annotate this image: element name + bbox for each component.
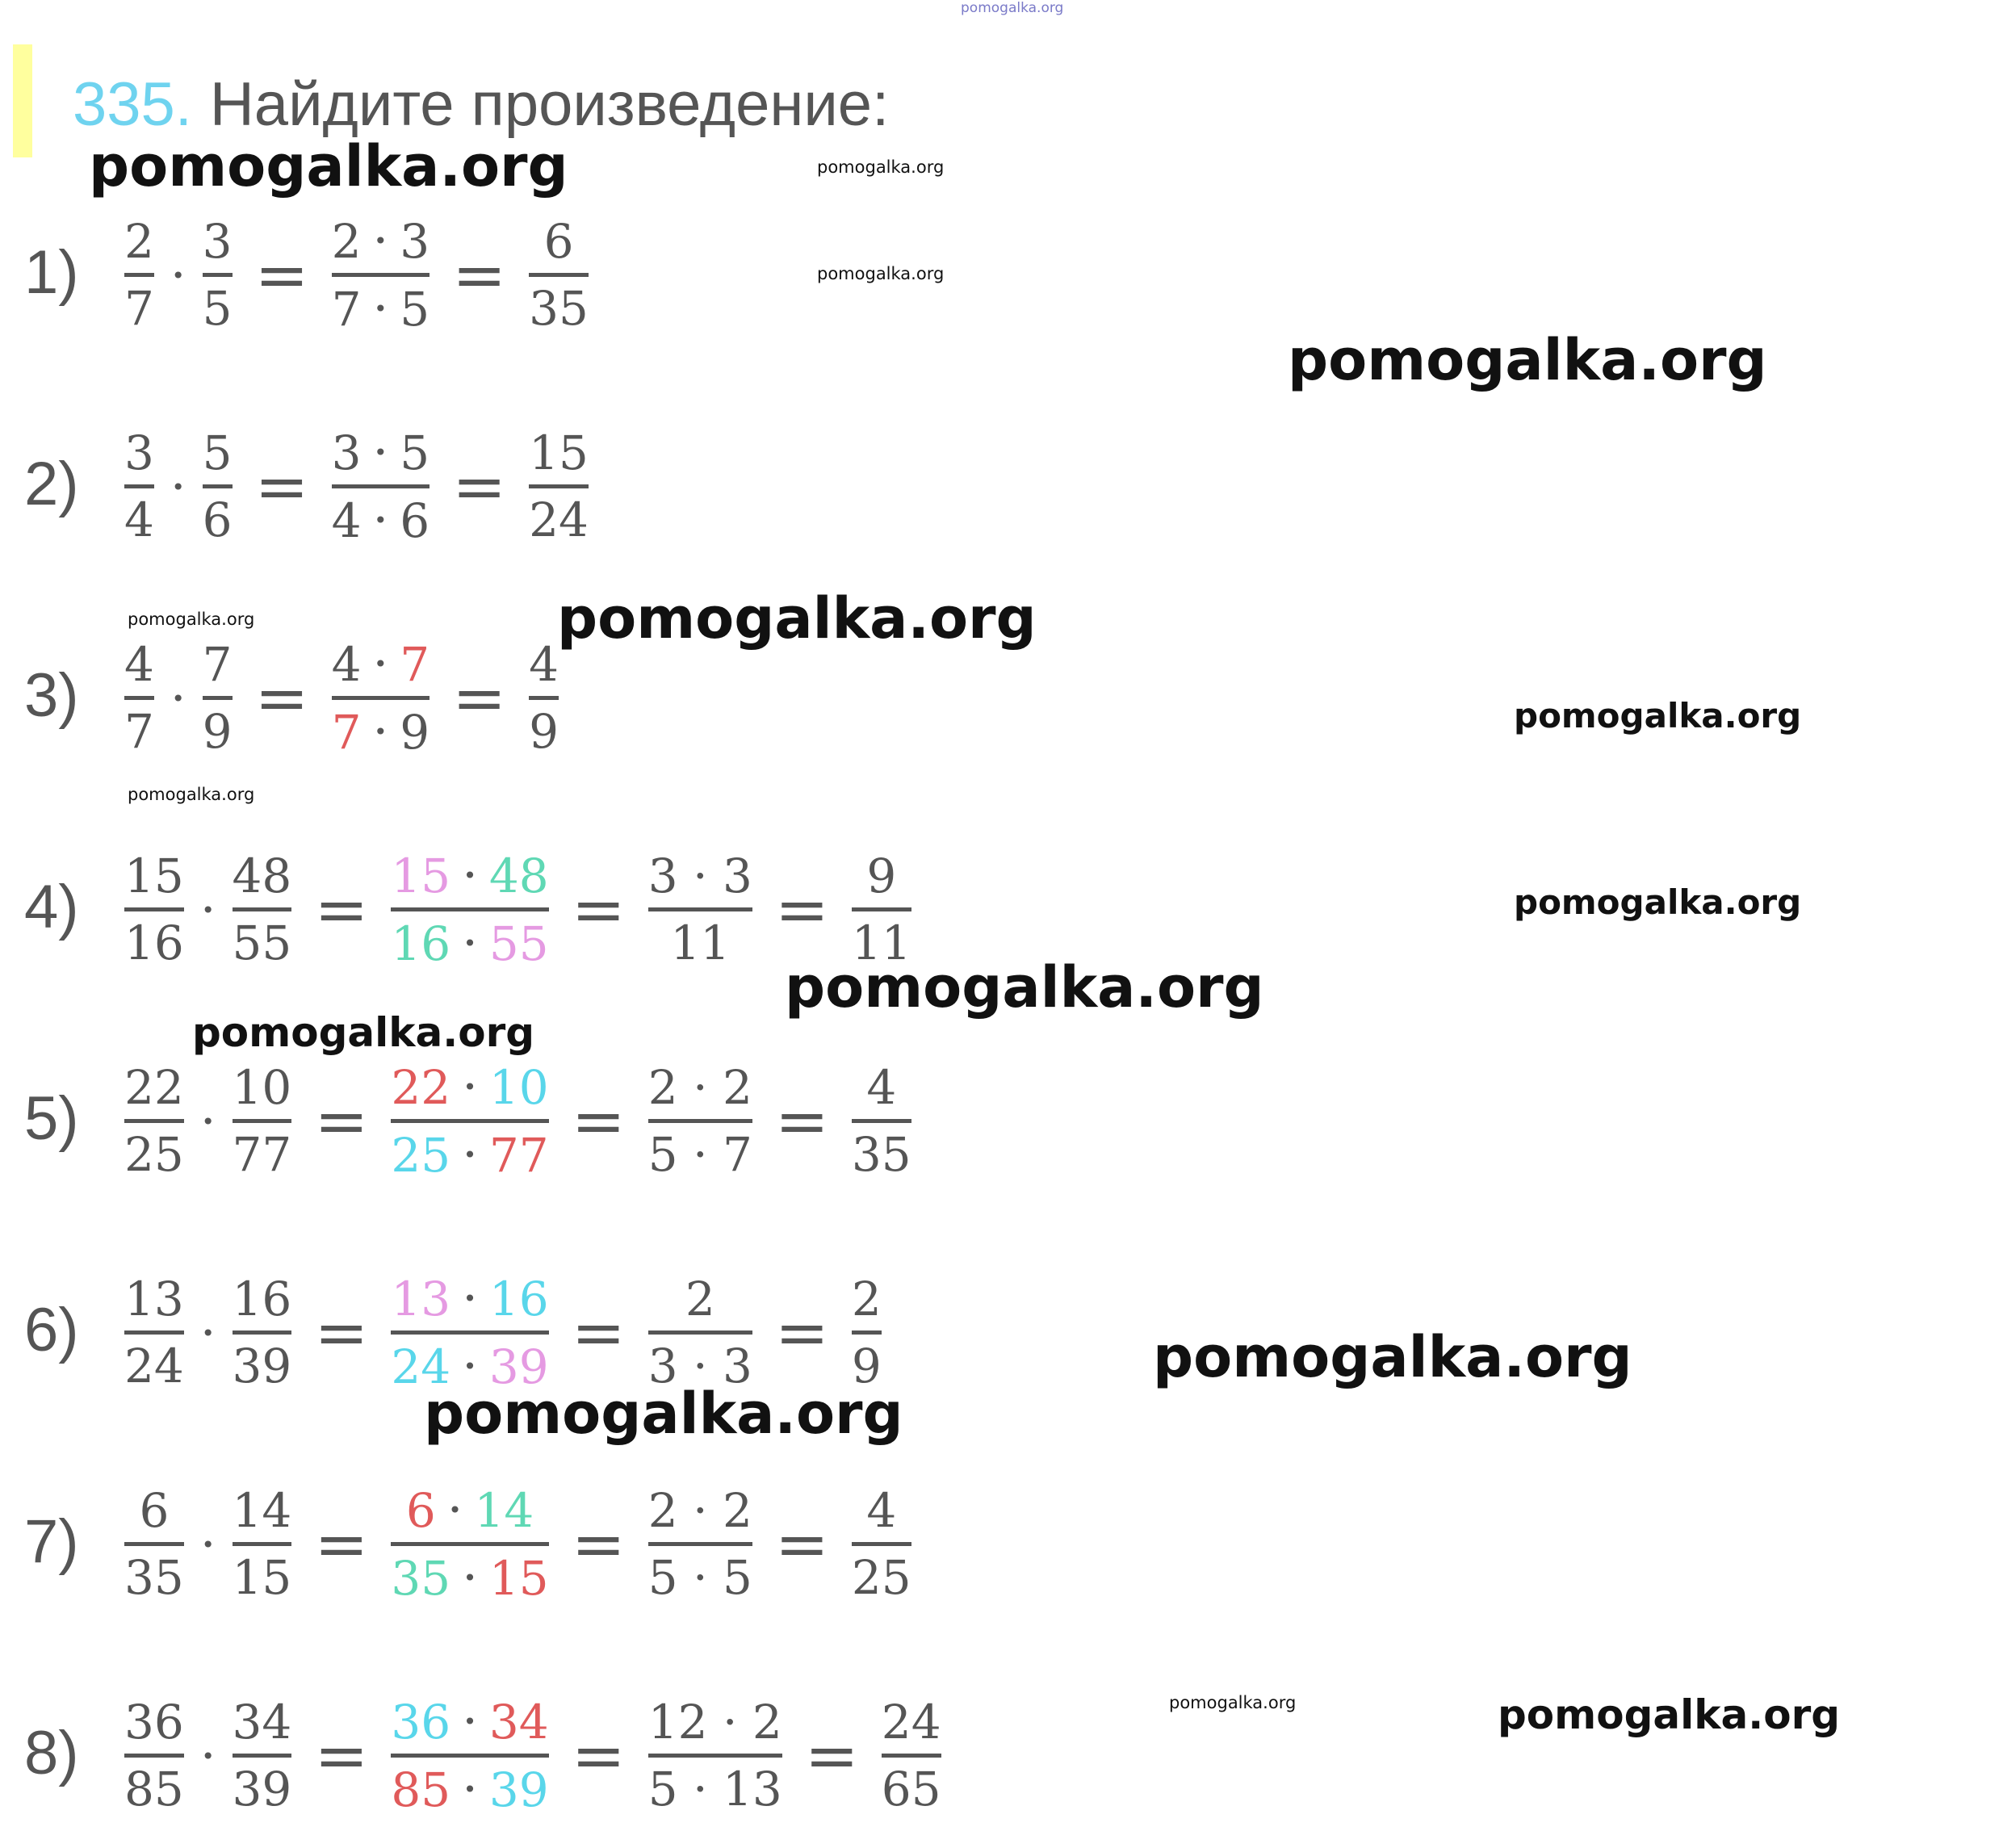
- denominator: 35: [529, 280, 589, 336]
- denominator: 24: [529, 492, 589, 547]
- equals-sign: =: [254, 237, 309, 312]
- numerator: 6: [139, 1482, 170, 1538]
- factor: 16: [488, 1271, 549, 1326]
- fraction-b: [228, 1691, 297, 1821]
- denominator: 6: [202, 492, 233, 547]
- numerator: 12 · 2: [647, 1694, 782, 1750]
- reduced-fraction: [643, 1691, 787, 1821]
- multiply-dot: ·: [199, 1725, 216, 1785]
- numerator: 16: [232, 1271, 292, 1326]
- denominator: 39: [232, 1338, 292, 1393]
- problem-row: [0, 393, 1050, 579]
- denominator: 9: [851, 1338, 882, 1393]
- multiply-dot: ·: [462, 1124, 478, 1184]
- product-fraction: [386, 1267, 553, 1398]
- fraction-b: [228, 844, 297, 974]
- denominator: [332, 700, 430, 764]
- equals-sign: =: [774, 1506, 829, 1582]
- denominator: 25: [124, 1126, 184, 1182]
- problem-row: [0, 1451, 1050, 1636]
- factor: 7: [331, 281, 362, 337]
- factor: 7: [331, 704, 362, 760]
- equation: [119, 605, 564, 790]
- denominator: [391, 1123, 548, 1187]
- multiply-dot: ·: [372, 278, 389, 337]
- watermark: pomogalka.org: [89, 133, 568, 199]
- equation: [119, 1451, 916, 1636]
- accent-bar: [13, 44, 32, 157]
- factor: 34: [488, 1694, 549, 1750]
- denominator: [391, 911, 548, 975]
- factor: 3: [400, 213, 430, 269]
- factor: 4: [331, 636, 362, 692]
- equation: [119, 1662, 946, 1848]
- fraction-b: [198, 210, 237, 340]
- factor: 3: [331, 425, 362, 480]
- denominator: 55: [232, 915, 292, 970]
- numerator: [391, 844, 548, 907]
- problem-number: 7): [24, 1507, 79, 1576]
- multiply-dot: ·: [372, 633, 389, 693]
- problem-number: 2): [24, 450, 79, 518]
- denominator: 35: [124, 1549, 184, 1605]
- numerator: 3: [202, 213, 233, 269]
- result-fraction: [524, 421, 593, 551]
- multiply-dot: ·: [372, 701, 389, 761]
- equals-sign: =: [314, 1506, 369, 1582]
- problem-number: 5): [24, 1084, 79, 1153]
- numerator: [391, 1690, 548, 1754]
- numerator: 6: [543, 213, 574, 269]
- denominator: [391, 1546, 548, 1610]
- watermark: pomogalka.org: [1498, 1691, 1841, 1738]
- denominator: 5 · 7: [647, 1126, 752, 1182]
- denominator: 5 · 13: [647, 1761, 782, 1817]
- watermark: pomogalka.org: [1153, 1324, 1632, 1390]
- watermark: pomogalka.org: [557, 585, 1037, 652]
- denominator: 3 · 3: [647, 1338, 752, 1393]
- watermark: pomogalka.org: [128, 785, 255, 804]
- exercise-title: Найдите произведение:: [209, 70, 890, 139]
- factor: 39: [488, 1339, 549, 1394]
- result-fraction: [847, 1268, 886, 1398]
- denominator: 77: [232, 1126, 292, 1182]
- denominator: 85: [124, 1761, 184, 1817]
- factor: 39: [488, 1762, 549, 1817]
- equals-sign: =: [774, 871, 829, 947]
- equals-sign: =: [804, 1717, 859, 1793]
- equals-sign: =: [571, 871, 626, 947]
- multiply-dot: ·: [199, 1091, 216, 1150]
- denominator: 11: [851, 915, 911, 970]
- reduced-fraction: [643, 1479, 757, 1609]
- multiply-dot: ·: [170, 668, 186, 727]
- numerator: [391, 1267, 548, 1330]
- equals-sign: =: [452, 660, 507, 735]
- watermark: pomogalka.org: [128, 610, 255, 629]
- factor: 6: [405, 1482, 436, 1538]
- factor: 15: [488, 1550, 549, 1606]
- numerator: 22: [124, 1059, 184, 1115]
- equals-sign: =: [314, 871, 369, 947]
- watermark: pomogalka.org: [817, 157, 945, 177]
- equals-sign: =: [774, 1083, 829, 1159]
- equals-sign: =: [571, 1083, 626, 1159]
- fraction-b: [228, 1056, 297, 1186]
- denominator: 9: [202, 703, 233, 759]
- problem-number: 4): [24, 873, 79, 941]
- product-fraction: [327, 421, 435, 552]
- fraction-b: [228, 1479, 297, 1609]
- denominator: 65: [881, 1761, 941, 1817]
- factor: 77: [488, 1127, 549, 1183]
- reduced-fraction: [643, 1056, 757, 1186]
- product-fraction: [386, 1055, 553, 1187]
- numerator: 3: [124, 425, 154, 480]
- denominator: 25: [851, 1549, 911, 1605]
- reduced-fraction: [643, 1268, 757, 1398]
- factor: 14: [474, 1482, 534, 1538]
- problem-number: 3): [24, 661, 79, 730]
- watermark: pomogalka.org: [785, 954, 1264, 1020]
- fraction-a: [119, 1056, 189, 1186]
- denominator: 5: [202, 280, 233, 336]
- numerator: 24: [881, 1694, 941, 1750]
- product-fraction: [386, 844, 553, 975]
- numerator: 48: [232, 848, 292, 903]
- numerator: 7: [202, 636, 233, 692]
- denominator: 39: [232, 1761, 292, 1817]
- equation: [119, 393, 593, 579]
- denominator: 11: [670, 915, 731, 970]
- fraction-a: [119, 210, 159, 340]
- denominator: 7: [124, 703, 154, 759]
- numerator: 15: [124, 848, 184, 903]
- equals-sign: =: [314, 1083, 369, 1159]
- numerator: 4: [124, 636, 154, 692]
- numerator: 4: [529, 636, 559, 692]
- multiply-dot: ·: [462, 1691, 478, 1750]
- numerator: 2: [685, 1271, 715, 1326]
- watermark: pomogalka.org: [961, 0, 1064, 16]
- denominator: 24: [124, 1338, 184, 1393]
- problem-number: 8): [24, 1719, 79, 1787]
- equals-sign: =: [571, 1294, 626, 1370]
- numerator: 5: [202, 425, 233, 480]
- numerator: [332, 209, 430, 273]
- denominator: 4: [124, 492, 154, 547]
- watermark: pomogalka.org: [1288, 327, 1767, 393]
- denominator: 35: [851, 1126, 911, 1182]
- multiply-dot: ·: [462, 1547, 478, 1607]
- multiply-dot: ·: [372, 489, 389, 549]
- factor: 5: [400, 281, 430, 337]
- numerator: 10: [232, 1059, 292, 1115]
- numerator: 9: [866, 848, 897, 903]
- numerator: 34: [232, 1694, 292, 1750]
- equals-sign: =: [452, 448, 507, 524]
- denominator: 7: [124, 280, 154, 336]
- numerator: [332, 632, 430, 696]
- denominator: 16: [124, 915, 184, 970]
- factor: 4: [331, 492, 362, 548]
- equals-sign: =: [452, 237, 507, 312]
- factor: 55: [488, 916, 549, 971]
- fraction-b: [198, 633, 237, 763]
- numerator: 15: [529, 425, 589, 480]
- product-fraction: [386, 1478, 553, 1610]
- numerator: [332, 421, 430, 484]
- watermark: pomogalka.org: [1169, 1693, 1297, 1712]
- factor: 5: [400, 425, 430, 480]
- equals-sign: =: [314, 1717, 369, 1793]
- multiply-dot: ·: [170, 456, 186, 516]
- numerator: 14: [232, 1482, 292, 1538]
- numerator: 3 · 3: [647, 848, 752, 903]
- product-fraction: [386, 1690, 553, 1821]
- factor: 15: [391, 848, 451, 903]
- fraction-a: [119, 633, 159, 763]
- equals-sign: =: [314, 1294, 369, 1370]
- result-fraction: [847, 1479, 916, 1609]
- problem-number: 1): [24, 238, 79, 307]
- watermark: pomogalka.org: [1514, 882, 1802, 922]
- denominator: [332, 488, 430, 552]
- numerator: 2 · 2: [647, 1482, 752, 1538]
- factor: 35: [391, 1550, 451, 1606]
- numerator: 2 · 2: [647, 1059, 752, 1115]
- fraction-b: [198, 421, 237, 551]
- fraction-a: [119, 844, 189, 974]
- result-fraction: [524, 210, 593, 340]
- equals-sign: =: [774, 1294, 829, 1370]
- equals-sign: =: [254, 660, 309, 735]
- numerator: 4: [866, 1059, 897, 1115]
- factor: 9: [400, 704, 430, 760]
- denominator: [332, 277, 430, 341]
- problem-row: [0, 1662, 1050, 1848]
- multiply-dot: ·: [462, 1758, 478, 1818]
- watermark: pomogalka.org: [192, 1009, 535, 1056]
- multiply-dot: ·: [199, 1302, 216, 1362]
- fraction-a: [119, 1268, 189, 1398]
- numerator: [391, 1055, 548, 1119]
- factor: 25: [391, 1127, 451, 1183]
- factor: 2: [331, 213, 362, 269]
- fraction-a: [119, 1691, 189, 1821]
- denominator: [391, 1758, 548, 1821]
- multiply-dot: ·: [462, 844, 478, 904]
- equals-sign: =: [254, 448, 309, 524]
- numerator: 4: [866, 1482, 897, 1538]
- watermark: pomogalka.org: [424, 1381, 903, 1447]
- factor: 10: [488, 1059, 549, 1115]
- exercise-number: 335.: [73, 70, 192, 139]
- watermark: pomogalka.org: [1514, 696, 1802, 735]
- numerator: 36: [124, 1694, 184, 1750]
- factor: 36: [391, 1694, 451, 1750]
- multiply-dot: ·: [199, 1514, 216, 1574]
- factor: 16: [391, 916, 451, 971]
- numerator: 2: [851, 1271, 882, 1326]
- multiply-dot: ·: [170, 245, 186, 304]
- fraction-b: [228, 1268, 297, 1398]
- multiply-dot: ·: [372, 210, 389, 270]
- watermark: pomogalka.org: [817, 264, 945, 283]
- product-fraction: [327, 632, 435, 764]
- result-fraction: [524, 633, 564, 763]
- factor: 7: [400, 636, 430, 692]
- fraction-a: [119, 421, 159, 551]
- factor: 85: [391, 1762, 451, 1817]
- product-fraction: [327, 209, 435, 341]
- multiply-dot: ·: [462, 912, 478, 972]
- fraction-a: [119, 1479, 189, 1609]
- denominator: 9: [529, 703, 559, 759]
- multiply-dot: ·: [199, 879, 216, 939]
- multiply-dot: ·: [462, 1268, 478, 1327]
- denominator: 15: [232, 1549, 292, 1605]
- denominator: 5 · 5: [647, 1549, 752, 1605]
- equals-sign: =: [571, 1506, 626, 1582]
- multiply-dot: ·: [372, 421, 389, 481]
- factor: 24: [391, 1339, 451, 1394]
- factor: 22: [391, 1059, 451, 1115]
- numerator: [406, 1478, 534, 1542]
- equals-sign: =: [571, 1717, 626, 1793]
- equation: [119, 182, 593, 367]
- numerator: 2: [124, 213, 154, 269]
- result-fraction: [877, 1691, 946, 1821]
- numerator: 13: [124, 1271, 184, 1326]
- factor: 6: [400, 492, 430, 548]
- problem-number: 6): [24, 1296, 79, 1364]
- factor: 13: [391, 1271, 451, 1326]
- multiply-dot: ·: [462, 1056, 478, 1116]
- result-fraction: [847, 1056, 916, 1186]
- factor: 48: [488, 848, 549, 903]
- multiply-dot: ·: [446, 1479, 463, 1539]
- multiply-dot: ·: [462, 1335, 478, 1395]
- reduced-fraction: [643, 844, 757, 974]
